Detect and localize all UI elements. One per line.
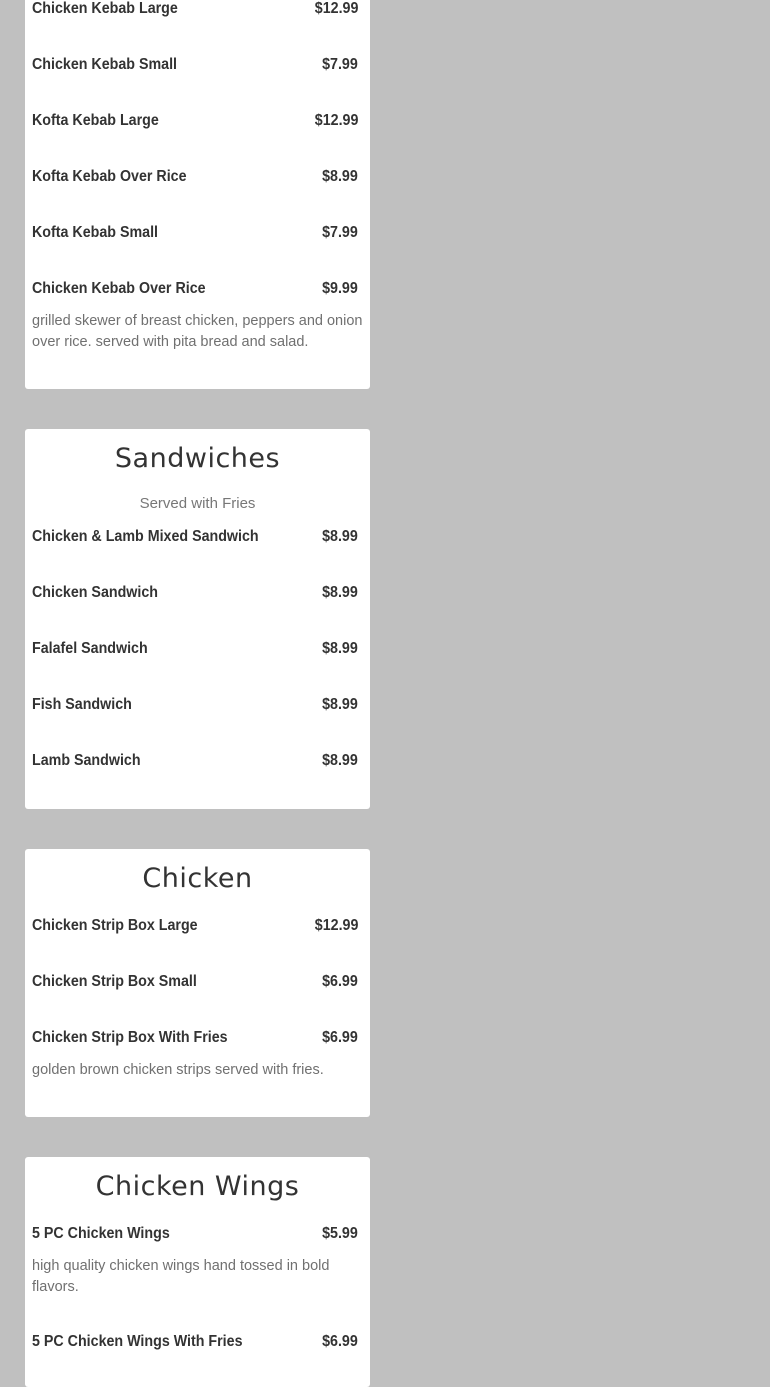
item-name[interactable]: Lamb Sandwich — [32, 752, 141, 769]
item-price: $7.99 — [322, 224, 358, 241]
item-name[interactable]: Chicken & Lamb Mixed Sandwich — [32, 528, 259, 545]
item-description: high quality chicken wings hand tossed in bold flavors. — [32, 1258, 330, 1295]
item-price: $7.99 — [322, 56, 358, 73]
item-name[interactable]: Chicken Strip Box Large — [32, 917, 198, 934]
item-price: $6.99 — [322, 1029, 358, 1046]
item-name[interactable]: Falafel Sandwich — [32, 640, 148, 657]
item-price: $8.99 — [322, 696, 358, 713]
item-name[interactable]: 5 PC Chicken Wings — [32, 1225, 170, 1242]
kebabs-section-card — [25, 0, 370, 389]
section-title: Sandwiches — [114, 443, 281, 474]
item-price: $6.99 — [322, 1333, 358, 1350]
item-name[interactable]: Fish Sandwich — [32, 696, 132, 713]
item-description: golden brown chicken strips served with fries. — [32, 1062, 324, 1078]
item-name[interactable]: Kofta Kebab Over Rice — [32, 168, 187, 185]
chicken-section-card — [25, 849, 370, 1117]
item-name[interactable]: Kofta Kebab Small — [32, 224, 158, 241]
item-name[interactable]: Chicken Kebab Over Rice — [32, 280, 206, 297]
chicken-wings-section-card — [25, 1157, 370, 1387]
item-price: $9.99 — [322, 280, 358, 297]
item-price: $8.99 — [322, 528, 358, 545]
section-title: Chicken — [142, 863, 253, 894]
item-name[interactable]: Chicken Kebab Small — [32, 56, 178, 73]
item-price: $8.99 — [322, 752, 358, 769]
item-price: $12.99 — [314, 0, 358, 17]
item-price: $12.99 — [314, 917, 358, 934]
item-name[interactable]: Chicken Sandwich — [32, 584, 158, 601]
sandwiches-section-card — [25, 429, 370, 809]
item-price: $8.99 — [322, 584, 358, 601]
item-price: $6.99 — [322, 973, 358, 990]
item-price: $5.99 — [322, 1225, 358, 1242]
section-subtitle: Served with Fries — [139, 495, 256, 512]
item-name[interactable]: Chicken Strip Box With Fries — [32, 1029, 228, 1046]
item-price: $12.99 — [314, 112, 358, 129]
item-price: $8.99 — [322, 640, 358, 657]
item-name[interactable]: Kofta Kebab Large — [32, 112, 159, 129]
item-name[interactable]: 5 PC Chicken Wings With Fries — [32, 1333, 243, 1350]
item-name[interactable]: Chicken Strip Box Small — [32, 973, 197, 990]
section-title: Chicken Wings — [95, 1171, 300, 1202]
item-description: grilled skewer of breast chicken, peppers and onion over rice. served with pita bread and salad. — [32, 313, 363, 350]
item-price: $8.99 — [322, 168, 358, 185]
item-name[interactable]: Chicken Kebab Large — [32, 0, 178, 17]
